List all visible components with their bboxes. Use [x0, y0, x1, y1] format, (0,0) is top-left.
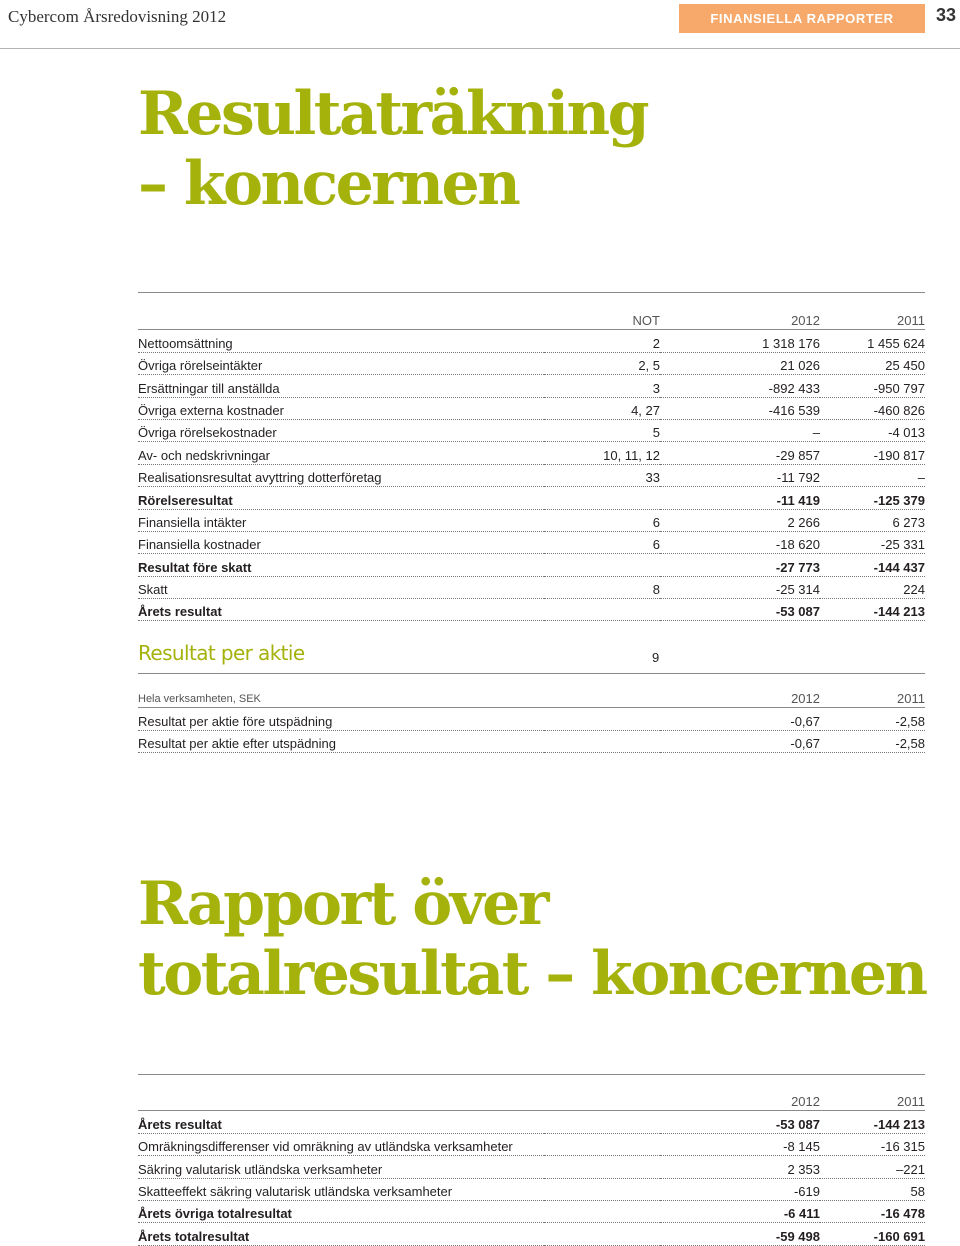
income-row-label: Resultat före skatt	[138, 554, 544, 576]
income-row	[138, 352, 925, 374]
comprehensive-row-year1: -53 087	[660, 1111, 820, 1133]
income-row-year1: -53 087	[660, 599, 820, 621]
income-row-label: Finansiella kostnader	[138, 531, 544, 553]
comprehensive-row	[138, 1200, 925, 1222]
income-year2-header: 2011	[820, 308, 925, 330]
income-row-year1: -11 792	[660, 464, 820, 486]
income-row-label: Skatt	[138, 576, 544, 598]
eps-title: Resultat per aktie	[138, 641, 305, 665]
income-row	[138, 531, 925, 553]
eps-spacer	[544, 686, 660, 708]
section-tag: FINANSIELLA RAPPORTER	[679, 4, 925, 33]
income-row-year2: -144 437	[820, 554, 925, 576]
income-row	[138, 375, 925, 397]
income-row-year1: -25 314	[660, 576, 820, 598]
comprehensive-header-row	[138, 1089, 925, 1111]
eps-row-year1: -0,67	[660, 708, 820, 730]
comprehensive-income-table	[138, 1089, 925, 1246]
income-row-year2: -190 817	[820, 442, 925, 464]
eps-row-label: Resultat per aktie före utspädning	[138, 708, 544, 730]
comprehensive-row-year2: -144 213	[820, 1111, 925, 1133]
comprehensive-row	[138, 1133, 925, 1155]
comprehensive-row-year1: -8 145	[660, 1133, 820, 1155]
comprehensive-spacer	[544, 1089, 660, 1111]
eps-row	[138, 730, 925, 752]
comprehensive-row-label: Årets övriga totalresultat	[138, 1200, 544, 1222]
comprehensive-row-label: Skatteeffekt säkring valutarisk utländska verksamheter	[138, 1178, 544, 1200]
income-not-header: NOT	[544, 308, 660, 330]
eps-note-ref: 9	[652, 650, 660, 665]
eps-row-year1: -0,67	[660, 730, 820, 752]
income-row-note: 8	[544, 576, 660, 598]
income-row-year1: –	[660, 419, 820, 441]
income-row-year2: –	[820, 464, 925, 486]
income-header-row	[138, 308, 925, 330]
income-row	[138, 554, 925, 576]
eps-row-label: Resultat per aktie efter utspädning	[138, 730, 544, 752]
comprehensive-table-top-rule	[138, 1074, 925, 1075]
comprehensive-row	[138, 1111, 925, 1133]
comprehensive-row-label: Säkring valutarisk utländska verksamheter	[138, 1156, 544, 1178]
eps-header-row	[138, 686, 925, 708]
income-row-note: 4, 27	[544, 397, 660, 419]
comprehensive-row-label: Årets totalresultat	[138, 1223, 544, 1245]
income-row-note: 5	[544, 419, 660, 441]
eps-label-header: Hela verksamheten, SEK	[138, 686, 544, 708]
comprehensive-row-year2: -160 691	[820, 1223, 925, 1245]
income-row-note: 6	[544, 531, 660, 553]
header-divider	[0, 48, 960, 49]
income-row-year1: -892 433	[660, 375, 820, 397]
income-row-label: Rörelseresultat	[138, 487, 544, 509]
comprehensive-row-year1: -6 411	[660, 1200, 820, 1222]
income-row-year1: -18 620	[660, 531, 820, 553]
income-table-top-rule	[138, 292, 925, 293]
income-row	[138, 330, 925, 352]
income-row-year2: -125 379	[820, 487, 925, 509]
income-row-label: Finansiella intäkter	[138, 509, 544, 531]
eps-row-year2: -2,58	[820, 708, 925, 730]
comprehensive-row	[138, 1223, 925, 1245]
comprehensive-row-note	[544, 1178, 660, 1200]
income-row-label: Ersättningar till anställda	[138, 375, 544, 397]
comprehensive-row-year1: 2 353	[660, 1156, 820, 1178]
comprehensive-row	[138, 1156, 925, 1178]
comprehensive-row-note	[544, 1156, 660, 1178]
income-row-note	[544, 599, 660, 621]
income-row	[138, 419, 925, 441]
comprehensive-row-label: Omräkningsdifferenser vid omräkning av utländska verksamheter	[138, 1133, 544, 1155]
income-row-note: 2, 5	[544, 352, 660, 374]
comprehensive-label-header	[138, 1089, 544, 1111]
income-row-label: Övriga rörelseintäkter	[138, 352, 544, 374]
income-label-header	[138, 308, 544, 330]
income-row	[138, 576, 925, 598]
income-row-label: Av- och nedskrivningar	[138, 442, 544, 464]
income-row-year1: 2 266	[660, 509, 820, 531]
eps-row-note	[544, 730, 660, 752]
income-row-year2: 25 450	[820, 352, 925, 374]
income-row-year1: 1 318 176	[660, 330, 820, 352]
income-row-year2: 6 273	[820, 509, 925, 531]
income-row-year2: 1 455 624	[820, 330, 925, 352]
income-row-year2: -950 797	[820, 375, 925, 397]
eps-row-note	[544, 708, 660, 730]
income-row	[138, 442, 925, 464]
income-row-year1: -29 857	[660, 442, 820, 464]
income-row-note: 2	[544, 330, 660, 352]
eps-table	[138, 686, 925, 753]
income-row-note: 6	[544, 509, 660, 531]
page-number: 33	[936, 5, 957, 25]
income-row-note	[544, 554, 660, 576]
eps-year1-header: 2012	[660, 686, 820, 708]
income-row-year2: -4 013	[820, 419, 925, 441]
eps-row-year2: -2,58	[820, 730, 925, 752]
income-statement-table	[138, 308, 925, 621]
comprehensive-row-note	[544, 1111, 660, 1133]
eps-row	[138, 708, 925, 730]
income-row-note: 33	[544, 464, 660, 486]
income-row	[138, 397, 925, 419]
income-row-year2: -460 826	[820, 397, 925, 419]
comprehensive-row-label: Årets resultat	[138, 1111, 544, 1133]
income-row-year1: -11 419	[660, 487, 820, 509]
income-row-year2: -144 213	[820, 599, 925, 621]
income-row-year2: 224	[820, 576, 925, 598]
income-title-line1: Resultaträkning	[138, 79, 648, 149]
income-row-label: Realisationsresultat avyttring dotterföretag	[138, 464, 544, 486]
income-row-year1: -416 539	[660, 397, 820, 419]
income-row-note: 3	[544, 375, 660, 397]
income-row-note: 10, 11, 12	[544, 442, 660, 464]
income-row-note	[544, 487, 660, 509]
income-row-label: Övriga externa kostnader	[138, 397, 544, 419]
comprehensive-row-note	[544, 1133, 660, 1155]
comprehensive-row-year2: -16 315	[820, 1133, 925, 1155]
comprehensive-row-year2: 58	[820, 1178, 925, 1200]
comprehensive-row-year2: –221	[820, 1156, 925, 1178]
income-row	[138, 464, 925, 486]
income-title-line2: – koncernen	[138, 149, 519, 219]
comprehensive-row-year1: -59 498	[660, 1223, 820, 1245]
income-row-label: Årets resultat	[138, 599, 544, 621]
income-row-year1: 21 026	[660, 352, 820, 374]
income-row-year2: -25 331	[820, 531, 925, 553]
eps-title-rule	[138, 673, 925, 674]
comprehensive-title-line2: totalresultat – koncernen	[138, 939, 926, 1009]
income-row	[138, 509, 925, 531]
eps-year2-header: 2011	[820, 686, 925, 708]
comprehensive-row	[138, 1178, 925, 1200]
comprehensive-title-line1: Rapport över	[138, 869, 547, 939]
comprehensive-row-year1: -619	[660, 1178, 820, 1200]
document-title: Cybercom Årsredovisning 2012	[8, 7, 227, 26]
comprehensive-row-note	[544, 1200, 660, 1222]
income-year1-header: 2012	[660, 308, 820, 330]
income-row-label: Nettoomsättning	[138, 330, 544, 352]
comprehensive-row-year2: -16 478	[820, 1200, 925, 1222]
income-row	[138, 599, 925, 621]
income-row	[138, 487, 925, 509]
income-row-year1: -27 773	[660, 554, 820, 576]
comprehensive-row-note	[544, 1223, 660, 1245]
comprehensive-year1-header: 2012	[660, 1089, 820, 1111]
comprehensive-year2-header: 2011	[820, 1089, 925, 1111]
income-row-label: Övriga rörelsekostnader	[138, 419, 544, 441]
